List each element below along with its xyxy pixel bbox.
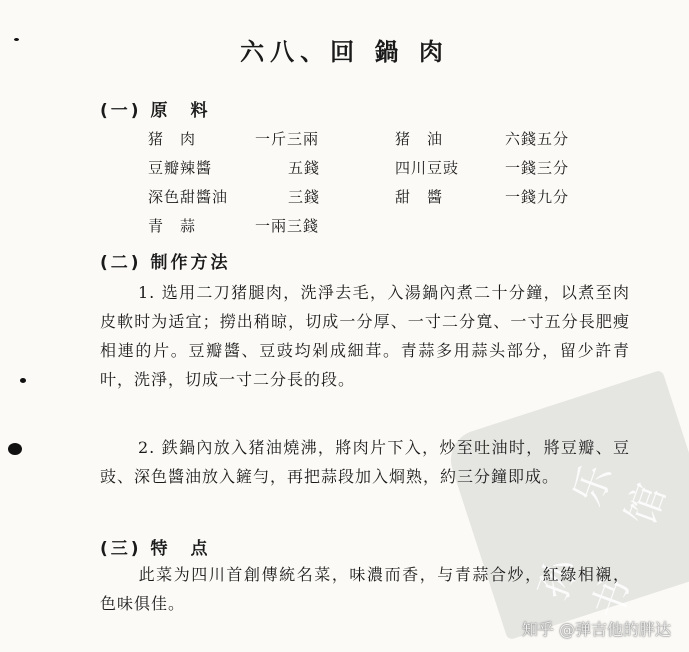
ingredient-qty: 三錢 xyxy=(288,188,321,206)
ingredients-heading: (一) 原 料 xyxy=(100,101,211,121)
method-step-1-text: 1. 选用二刀猪腿肉，洗淨去毛，入湯鍋內煮二十分鐘，以煮至肉皮軟时为适宜；撈出稍晾，切成一分厚、一寸二分寬、一寸五分長肥瘦相連的片。豆瓣醬、豆豉均剁成細茸。青蒜多用蒜头部分，留少許青叶，洗淨，切成一寸二分長的段。 xyxy=(100,283,630,389)
ingredient-name: 甜 醬 xyxy=(395,188,444,206)
author-credit: 知乎 @弹吉他的胖达 xyxy=(521,620,671,639)
features-heading: (三) 特 点 xyxy=(100,539,211,559)
features-text: 此菜为四川首創傳統名菜，味濃而香，与青蒜合炒，紅綠相襯，色味俱佳。 xyxy=(100,565,630,613)
ingredient-qty: 五錢 xyxy=(288,159,321,177)
ingredient-name: 四川豆豉 xyxy=(395,159,460,177)
ingredient-qty: 一斤三兩 xyxy=(255,130,320,148)
ingredient-name: 青 蒜 xyxy=(148,217,197,235)
speck-mark xyxy=(20,378,26,383)
ingredient-name: 豆瓣辣醬 xyxy=(148,159,213,177)
method-step-2 xyxy=(100,433,630,491)
recipe-title: 六八、回 鍋 肉 xyxy=(240,38,449,66)
ingredient-name: 猪 油 xyxy=(395,130,444,148)
ingredient-qty: 六錢五分 xyxy=(505,130,570,148)
ingredient-qty: 一錢三分 xyxy=(505,159,570,177)
ingredient-qty: 一兩三錢 xyxy=(255,217,320,235)
ingredient-name: 深色甜醬油 xyxy=(148,188,229,206)
method-heading: (二) 制作方法 xyxy=(100,253,231,273)
ingredient-name: 猪 肉 xyxy=(148,130,197,148)
method-step-2-text: 2. 鉄鍋內放入猪油燒沸，將肉片下入，炒至吐油时，將豆瓣、豆豉、深色醬油放入鏟勻，再把蒜段加入烱熟，約三分鐘即成。 xyxy=(100,438,630,486)
method-step-1 xyxy=(100,278,630,394)
ingredient-qty: 一錢九分 xyxy=(505,188,570,206)
hole-mark xyxy=(8,443,22,455)
watermark-text: 孙 乐 书 馆 xyxy=(530,402,679,626)
features-paragraph xyxy=(100,560,630,618)
